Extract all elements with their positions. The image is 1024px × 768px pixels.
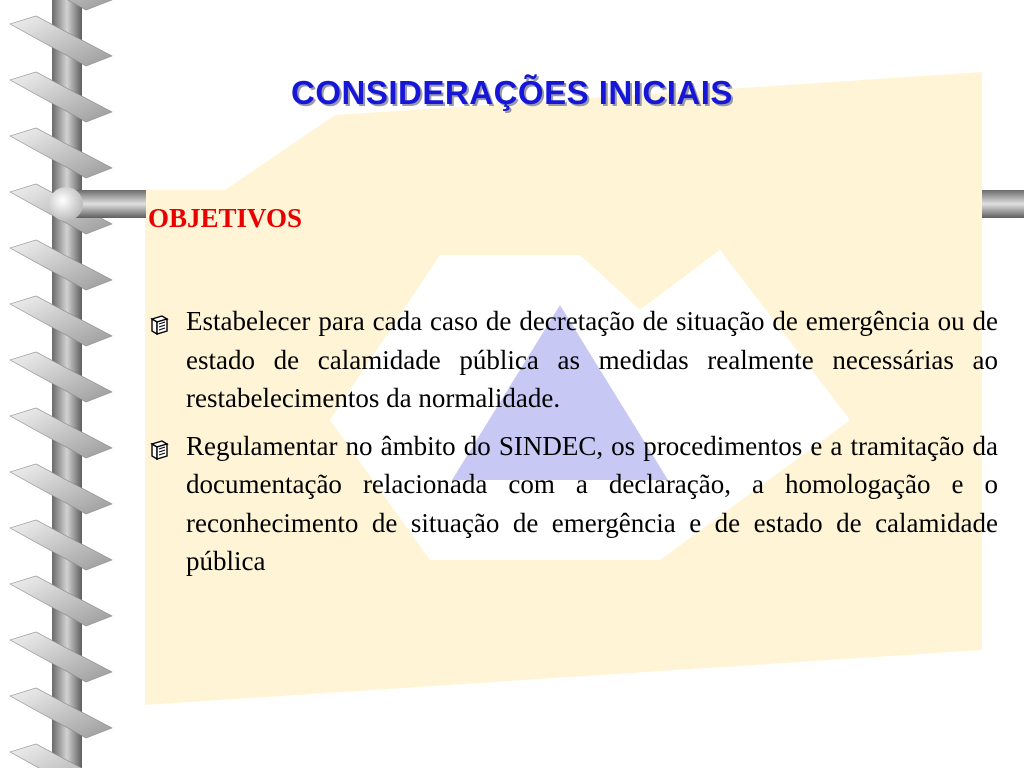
bullet-text: Estabelecer para cada caso de decretação de situação de emergência ou de estado de calamidade pública as medidas realmente necessárias ao restabelecimentos da normalidade. <box>186 306 998 413</box>
bullet-list <box>148 302 998 590</box>
slide-title: CONSIDERAÇÕES INICIAIS <box>291 74 733 111</box>
spiral-binding <box>10 0 112 768</box>
book-icon <box>148 438 170 460</box>
bullet-item <box>148 427 998 581</box>
section-heading: OBJETIVOS <box>148 203 303 233</box>
book-icon <box>148 313 170 335</box>
bullet-text: Regulamentar no âmbito do SINDEC, os procedimentos e a tramitação da documentação relacionada com a declaração, a homologação e o reconhecimento de situação de emergência e de estado de calamidade pública <box>186 430 998 576</box>
bullet-item <box>148 302 998 418</box>
